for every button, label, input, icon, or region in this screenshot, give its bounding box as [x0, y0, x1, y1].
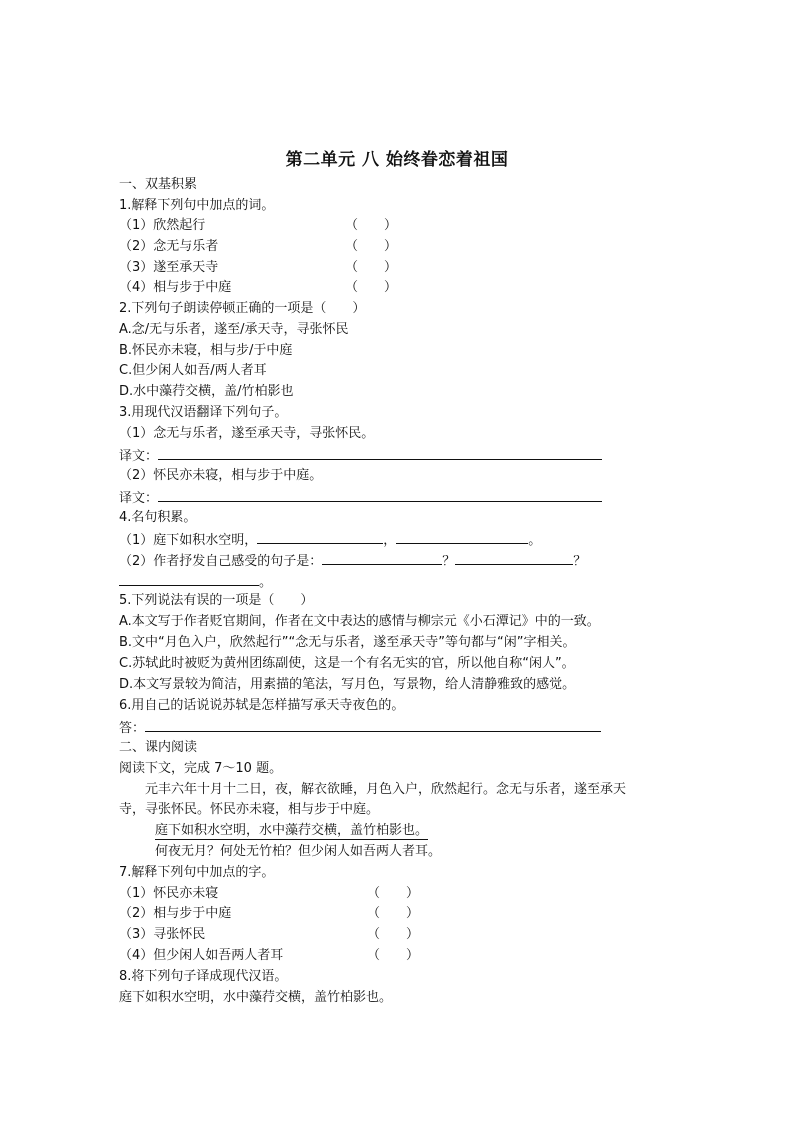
q1-item-1: （1）欣然起行	[119, 218, 206, 233]
q3-sentence-2: （2）怀民亦未寝，相与步于中庭。	[119, 468, 323, 483]
q5-option-b: B.文中“月色入户，欣然起行”“念无与乐者，遂至承天寺”等句都与“闲”字相关。	[119, 635, 576, 650]
fill-blank-4[interactable]	[455, 551, 573, 565]
q7-answer-blank-2[interactable]: （ ）	[367, 906, 420, 921]
q1-item-4: （4）相与步于中庭	[119, 280, 232, 295]
page-title: 第二单元 八 始终眷恋着祖国	[285, 150, 509, 170]
q4-line-2-text: （2）作者抒发自己感受的句子是：	[119, 554, 323, 569]
q1-item-3: （3）遂至承天寺	[119, 260, 219, 275]
q1-answer-blank-3[interactable]: （ ）	[345, 260, 398, 275]
answer-label: 答：	[119, 721, 146, 736]
period-text: 。	[259, 575, 273, 590]
q2-option-a: A.念/无与乐者，遂至/承天寺，寻张怀民	[119, 322, 349, 337]
q6-stem: 6.用自己的话说说苏轼是怎样描写承天寺夜色的。	[119, 698, 405, 713]
answer-line[interactable]	[145, 718, 601, 732]
q1-answer-blank-2[interactable]: （ ）	[345, 239, 398, 254]
translation-answer-line-2[interactable]	[158, 488, 602, 502]
q8-sentence: 庭下如积水空明，水中藻荇交横，盖竹柏影也。	[119, 990, 393, 1005]
underlined-sentence: 庭下如积水空明，水中藻荇交横，盖竹柏影也。	[155, 823, 429, 838]
question-mark-text: ？	[573, 554, 587, 569]
passage-paragraph-1b: 寺，寻张怀民。怀民亦未寝，相与步于中庭。	[119, 802, 380, 817]
q7-item-1: （1）怀民亦未寝	[119, 886, 219, 901]
translation-label: 译文：	[119, 491, 159, 506]
q2-option-d: D.水中藻荇交横，盖/竹柏影也	[119, 384, 294, 399]
question-mark-text: ？	[442, 554, 456, 569]
q7-stem: 7.解释下列句中加点的字。	[119, 865, 275, 880]
passage-paragraph-2	[155, 822, 428, 840]
q1-answer-blank-1[interactable]: （ ）	[345, 218, 398, 233]
section-heading-basics: 一、双基积累	[119, 177, 198, 192]
fill-blank-1[interactable]	[257, 530, 383, 544]
passage-paragraph-1a: 元丰六年十月十二日，夜，解衣欲睡，月色入户，欣然起行。念无与乐者，遂至承天	[119, 782, 627, 797]
q1-stem: 1.解释下列句中加点的词。	[119, 198, 275, 213]
q7-answer-blank-1[interactable]: （ ）	[367, 886, 420, 901]
q5-option-a: A.本文写于作者贬官期间，作者在文中表达的感情与柳宗元《小石潭记》中的一致。	[119, 614, 600, 629]
q5-option-d: D.本文写景较为简洁，用素描的笔法，写月色，写景物，给人清静雅致的感觉。	[119, 677, 576, 692]
q4-line-2	[119, 551, 586, 571]
q4-line-3	[119, 572, 272, 592]
q1-item-2: （2）念无与乐者	[119, 239, 219, 254]
q2-stem: 2.下列句子朗读停顿正确的一项是（ ）	[119, 301, 366, 316]
reading-instruction: 阅读下文，完成 7～10 题。	[119, 761, 283, 776]
section-heading-reading: 二、课内阅读	[119, 740, 198, 755]
q1-answer-blank-4[interactable]: （ ）	[345, 280, 398, 295]
q7-answer-blank-4[interactable]: （ ）	[367, 948, 420, 963]
q5-stem: 5.下列说法有误的一项是（ ）	[119, 593, 314, 608]
translation-label: 译文：	[119, 449, 159, 464]
comma-text: ，	[383, 533, 397, 548]
period-text: 。	[528, 533, 542, 548]
q3-sentence-1: （1）念无与乐者，遂至承天寺，寻张怀民。	[119, 426, 375, 441]
q2-option-b: B.怀民亦未寝，相与步/于中庭	[119, 343, 293, 358]
fill-blank-5[interactable]	[119, 572, 259, 586]
q7-item-3: （3）寻张怀民	[119, 927, 206, 942]
fill-blank-3[interactable]	[322, 551, 442, 565]
q6-answer-row	[119, 718, 601, 738]
q4-line-1	[119, 530, 541, 550]
translation-answer-line-1[interactable]	[158, 446, 602, 460]
q4-line-1-text: （1）庭下如积水空明，	[119, 533, 258, 548]
q7-item-4: （4）但少闲人如吾两人者耳	[119, 948, 284, 963]
q3-answer-row-2	[119, 488, 602, 508]
q3-answer-row-1	[119, 446, 602, 466]
q7-item-2: （2）相与步于中庭	[119, 906, 232, 921]
q2-option-c: C.但少闲人如吾/两人者耳	[119, 363, 267, 378]
q3-stem: 3.用现代汉语翻译下列句子。	[119, 405, 288, 420]
q4-stem: 4.名句积累。	[119, 510, 197, 525]
q7-answer-blank-3[interactable]: （ ）	[367, 927, 420, 942]
fill-blank-2[interactable]	[396, 530, 528, 544]
passage-paragraph-3: 何夜无月？何处无竹柏？但少闲人如吾两人者耳。	[155, 844, 442, 859]
q8-stem: 8.将下列句子译成现代汉语。	[119, 969, 288, 984]
q5-option-c: C.苏轼此时被贬为黄州团练副使，这是一个有名无实的官，所以他自称“闲人”。	[119, 656, 575, 671]
